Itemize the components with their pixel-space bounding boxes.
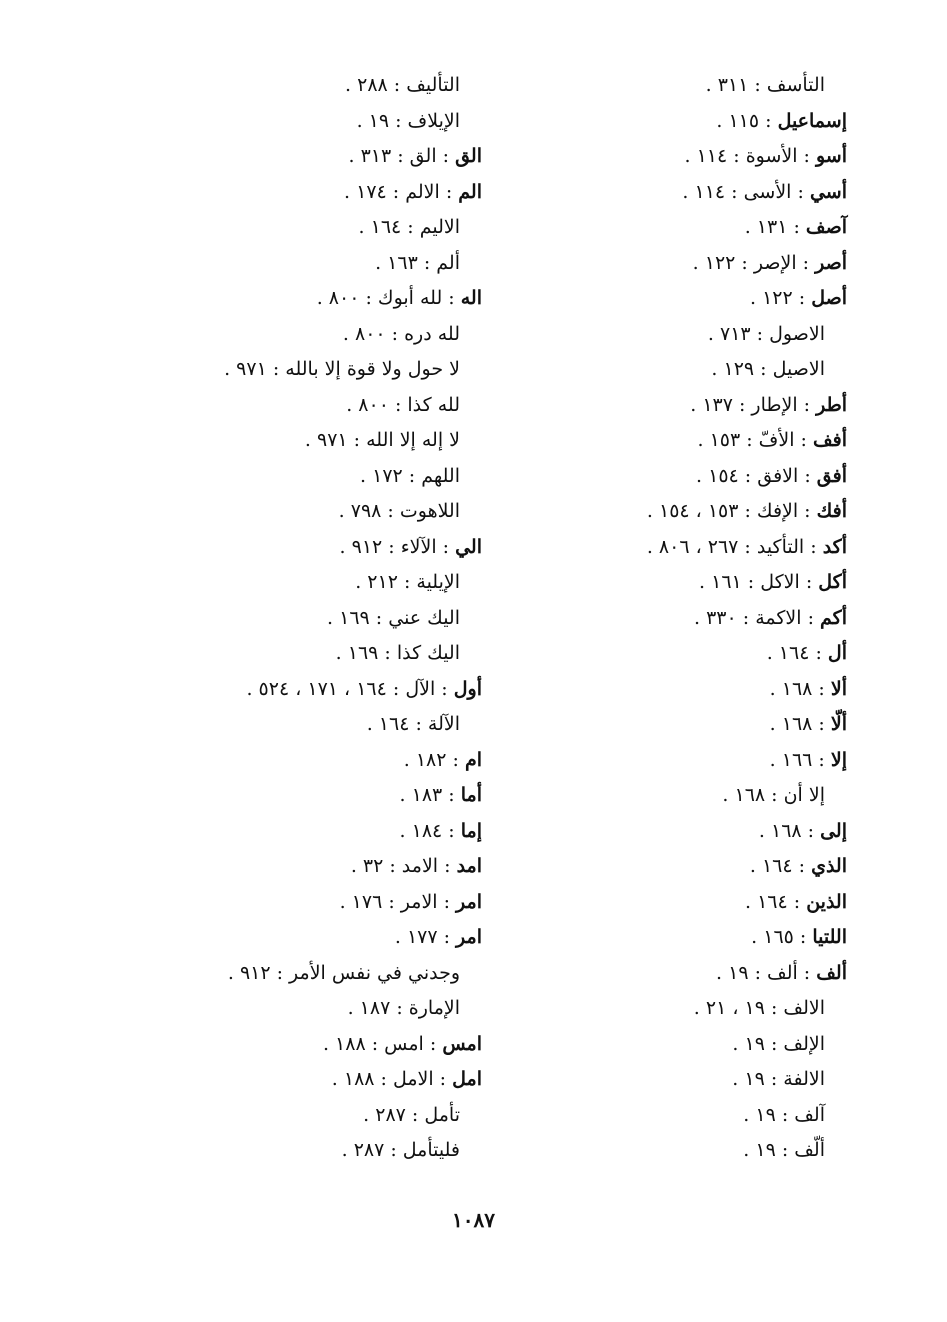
- index-column-left: [142, 68, 482, 1169]
- index-entry-text: آلف : ١٩ .: [743, 1103, 825, 1126]
- index-headword: أما: [460, 784, 482, 806]
- index-entry: [142, 1062, 482, 1098]
- index-entry: [467, 1027, 847, 1063]
- index-entry: [467, 494, 847, 530]
- page-number: ١٠٨٧: [452, 1208, 495, 1232]
- index-entry: [142, 991, 482, 1027]
- index-entry-text: : ١٦٨ .: [769, 713, 831, 735]
- index-entry-text: ألّف : ١٩ .: [743, 1139, 825, 1161]
- index-entry-text: الاصيل : ١٢٩ .: [711, 358, 825, 380]
- index-entry-text: : الآل : ١٦٤ ، ١٧١ ، ٥٢٤ .: [246, 677, 454, 700]
- index-headword: أصل: [811, 287, 847, 309]
- index-entry: [142, 68, 482, 104]
- index-entry: [142, 743, 482, 779]
- index-entry: [142, 388, 482, 424]
- index-entry: [142, 849, 482, 885]
- index-headword: أسو: [815, 145, 847, 167]
- index-entry: [467, 920, 847, 956]
- index-entry-text: الآلة : ١٦٤ .: [366, 713, 460, 735]
- index-entry: [467, 778, 847, 814]
- index-entry-text: اللاهوت : ٧٩٨ .: [338, 500, 460, 522]
- index-entry-text: : ١٦٤ .: [749, 855, 812, 877]
- index-entry-text: : ١١٥ .: [716, 109, 778, 132]
- index-entry-text: الإمارة : ١٨٧ .: [347, 997, 460, 1019]
- index-headword: أكل: [818, 571, 847, 593]
- index-entry-text: فليتأمل : ٢٨٧ .: [341, 1139, 460, 1161]
- index-headword: ألا: [830, 677, 847, 700]
- index-entry: [142, 530, 482, 566]
- index-headword: الذي: [811, 855, 847, 877]
- index-entry: [142, 565, 482, 601]
- index-entry-text: : امس : ١٨٨ .: [322, 1032, 443, 1055]
- index-entry: [142, 1098, 482, 1134]
- index-entry-text: : ١٦٤ .: [766, 642, 828, 664]
- index-entry: [467, 139, 847, 175]
- index-entry: [142, 317, 482, 353]
- index-entry-text: : الإطار : ١٣٧ .: [690, 393, 817, 416]
- index-headword: أطر: [816, 393, 847, 416]
- index-entry: [467, 814, 847, 850]
- index-headword: ام: [464, 748, 482, 771]
- index-entry: [142, 459, 482, 495]
- index-entry: [467, 991, 847, 1027]
- index-entry: [467, 281, 847, 317]
- index-entry: [467, 317, 847, 353]
- index-entry-text: الإيلية : ٢١٢ .: [355, 571, 460, 593]
- index-entry: [142, 352, 482, 388]
- index-entry-text: : ١٦٥ .: [751, 926, 813, 948]
- index-entry: [467, 672, 847, 708]
- index-headword: الي: [455, 535, 482, 558]
- index-entry-text: الاليم : ١٦٤ .: [358, 216, 460, 238]
- index-headword: امد: [456, 855, 482, 877]
- index-entry: [467, 352, 847, 388]
- index-entry-text: : ١٦٨ .: [769, 677, 831, 700]
- index-entry: [467, 565, 847, 601]
- index-entry-text: : الالم : ١٧٤ .: [344, 180, 459, 203]
- index-entry-text: : لله أبوك : ٨٠٠ .: [316, 287, 461, 309]
- index-entry-text: : ١٦٤ .: [745, 890, 807, 913]
- index-entry-text: : ١٦٦ .: [769, 748, 831, 771]
- index-headword: ألّا: [830, 713, 847, 735]
- index-entry: [142, 1133, 482, 1169]
- index-entry: [142, 707, 482, 743]
- index-headword: إلا: [830, 748, 847, 771]
- index-entry: [467, 1062, 847, 1098]
- index-entry-text: : الق : ٣١٣ .: [348, 145, 456, 167]
- index-headword: اللتيا: [812, 926, 847, 948]
- index-entry: [142, 885, 482, 921]
- index-entry-text: الالف : ١٩ ، ٢١ .: [693, 997, 825, 1019]
- index-headword: الق: [455, 145, 482, 167]
- index-entry: [467, 636, 847, 672]
- index-entry: [142, 601, 482, 637]
- index-entry-text: الإلف : ١٩ .: [732, 1032, 825, 1055]
- index-entry-text: : الاكمة : ٣٣٠ .: [694, 606, 821, 629]
- index-headword: أفك: [816, 500, 847, 522]
- index-headword: الم: [458, 180, 482, 203]
- index-entry-text: ألم : ١٦٣ .: [375, 251, 460, 274]
- index-entry-text: لا إله إلا الله : ٩٧١ .: [304, 429, 460, 451]
- index-entry: [467, 175, 847, 211]
- index-entry: [467, 1098, 847, 1134]
- index-entry-text: الإيلاف : ١٩ .: [356, 109, 460, 132]
- index-entry: [467, 1133, 847, 1169]
- index-entry-text: : الامد : ٣٢ .: [350, 855, 457, 877]
- index-entry-text: وجدني في نفس الأمر : ٩١٢ .: [227, 961, 460, 984]
- index-headword: أول: [453, 677, 482, 700]
- index-entry: [142, 246, 482, 282]
- index-entry-text: : الافق : ١٥٤ .: [696, 464, 817, 487]
- index-entry: [467, 885, 847, 921]
- index-entry: [142, 1027, 482, 1063]
- index-entry: [142, 494, 482, 530]
- index-entry-text: الاصول : ٧١٣ .: [707, 322, 825, 345]
- index-entry: [467, 246, 847, 282]
- index-entry-text: : ١٦٨ .: [758, 819, 821, 842]
- index-entry: [142, 139, 482, 175]
- index-entry: [467, 68, 847, 104]
- index-entry: [142, 814, 482, 850]
- index-entry-text: إلا أن : ١٦٨ .: [722, 784, 825, 806]
- index-entry-text: : الامل : ١٨٨ .: [331, 1068, 453, 1090]
- index-entry-text: لا حول ولا قوة إلا بالله : ٩٧١ .: [224, 358, 460, 380]
- index-headword: امر: [456, 890, 482, 913]
- index-headword: أفف: [812, 429, 847, 451]
- index-headword: إسماعيل: [777, 109, 847, 132]
- index-headword: أصر: [815, 251, 847, 274]
- index-entry: [142, 104, 482, 140]
- index-headword: امر: [456, 926, 482, 948]
- index-entry-text: : ١٣١ .: [744, 216, 806, 238]
- index-headword: إما: [460, 819, 482, 842]
- index-headword: أكد: [822, 535, 847, 558]
- index-headword: إلى: [820, 819, 847, 842]
- index-entry: [142, 175, 482, 211]
- index-headword: امل: [452, 1068, 482, 1090]
- index-entry-text: اللهم : ١٧٢ .: [360, 464, 460, 487]
- index-headword: الذين: [806, 890, 847, 913]
- index-headword: أكم: [820, 606, 847, 629]
- index-entry-text: : ألف : ١٩ .: [716, 961, 817, 984]
- index-entry: [467, 423, 847, 459]
- index-entry-text: لله كذا : ٨٠٠ .: [346, 393, 460, 416]
- index-headword: أسي: [809, 180, 847, 203]
- index-column-right: [464, 68, 847, 1169]
- index-entry-text: اليك عني : ١٦٩ .: [327, 606, 460, 629]
- index-entry: [467, 210, 847, 246]
- index-entry: [464, 743, 847, 779]
- index-entry-text: : الأسى : ١١٤ .: [682, 180, 810, 203]
- index-entry: [467, 459, 847, 495]
- index-entry-text: : الأسوة : ١١٤ .: [684, 145, 816, 167]
- index-entry: [142, 281, 482, 317]
- index-entry-text: : ١٨٢ .: [403, 748, 465, 771]
- index-entry-text: : الإصر : ١٢٢ .: [692, 251, 816, 274]
- index-entry-text: : الأفّ : ١٥٣ .: [697, 429, 813, 451]
- index-entry: [142, 210, 482, 246]
- index-entry-text: تأمل : ٢٨٧ .: [363, 1103, 460, 1126]
- index-entry: [142, 956, 482, 992]
- index-headword: اله: [460, 287, 482, 309]
- index-headword: أل: [827, 642, 847, 664]
- index-entry-text: : الامر : ١٧٦ .: [339, 890, 457, 913]
- index-entry: [467, 849, 847, 885]
- index-entry-text: التأسف : ٣١١ .: [705, 74, 825, 96]
- index-entry: [467, 388, 847, 424]
- index-entry-text: الالفة : ١٩ .: [732, 1068, 825, 1090]
- index-entry: [467, 104, 847, 140]
- index-entry-text: : الآلاء : ٩١٢ .: [339, 535, 456, 558]
- index-entry: [142, 636, 482, 672]
- index-entry-text: : التأكيد : ٢٦٧ ، ٨٠٦ .: [646, 535, 823, 558]
- index-entry-text: اليك كذا : ١٦٩ .: [335, 642, 460, 664]
- index-entry: [467, 956, 847, 992]
- index-entry-text: : ١٧٧ .: [394, 926, 457, 948]
- index-entry-text: لله دره : ٨٠٠ .: [342, 322, 460, 345]
- index-entry: [142, 423, 482, 459]
- index-entry: [142, 672, 482, 708]
- index-headword: امس: [442, 1032, 482, 1055]
- index-entry-text: : الاكل : ١٦١ .: [699, 571, 819, 593]
- index-headword: ألف: [816, 961, 847, 984]
- index-entry-text: : ١٢٢ .: [749, 287, 812, 309]
- index-entry: [467, 530, 847, 566]
- index-entry: [467, 601, 847, 637]
- index-entry-text: التأليف : ٢٨٨ .: [345, 74, 460, 96]
- index-entry-text: : ١٨٤ .: [399, 819, 461, 842]
- index-headword: أفق: [816, 464, 847, 487]
- index-entry: [142, 778, 482, 814]
- index-entry: [467, 707, 847, 743]
- index-headword: آصف: [805, 216, 847, 238]
- index-entry-text: : ١٨٣ .: [399, 784, 461, 806]
- index-entry: [142, 920, 482, 956]
- index-entry-text: : الإفك : ١٥٣ ، ١٥٤ .: [646, 500, 817, 522]
